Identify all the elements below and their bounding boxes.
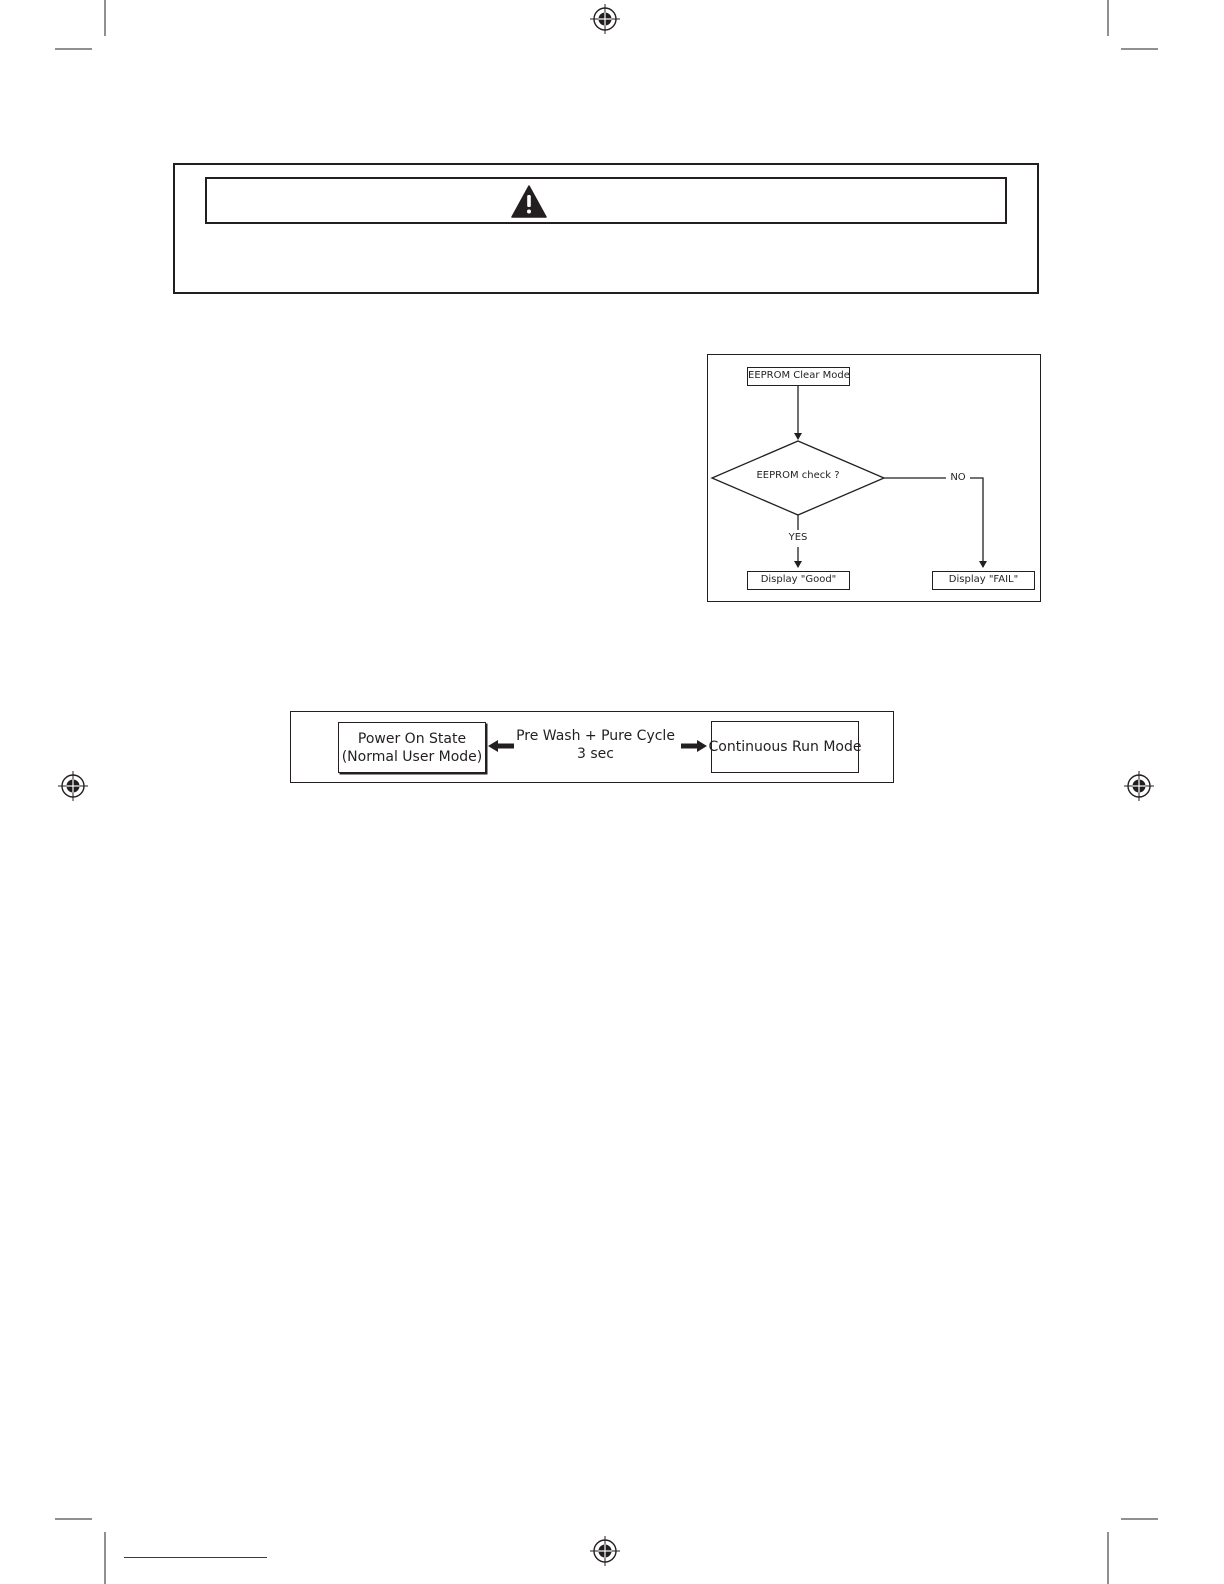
power-on-state-box (338, 722, 486, 773)
trigger-line2: 3 sec (577, 746, 614, 762)
flow-arrow-no-branch (970, 478, 983, 567)
flow-decision-label: EEPROM check ? (756, 470, 840, 481)
continuous-run-mode-box (708, 721, 862, 773)
right-arrow-icon (681, 740, 707, 752)
flow-yes-label: YES (784, 532, 812, 544)
footer-link[interactable] (124, 1555, 267, 1558)
flow-node-good: Display "Good" (747, 571, 850, 590)
trigger-line1: Pre Wash + Pure Cycle (516, 728, 675, 744)
registration-target-icon (1124, 771, 1154, 801)
power-on-state-line2: (Normal User Mode) (341, 748, 483, 765)
flow-no-label: NO (946, 472, 970, 484)
power-on-state-line1: Power On State (357, 730, 467, 747)
continuous-run-mode-label: Continuous Run Mode (708, 739, 862, 755)
trigger-label (508, 727, 683, 763)
left-arrow-icon (488, 740, 514, 752)
registration-target-icon (58, 771, 88, 801)
flowchart-connectors (0, 0, 1224, 700)
flow-node-start: EEPROM Clear Mode (747, 367, 850, 386)
flow-node-fail: Display "FAIL" (932, 571, 1035, 590)
registration-target-icon (590, 1536, 620, 1566)
